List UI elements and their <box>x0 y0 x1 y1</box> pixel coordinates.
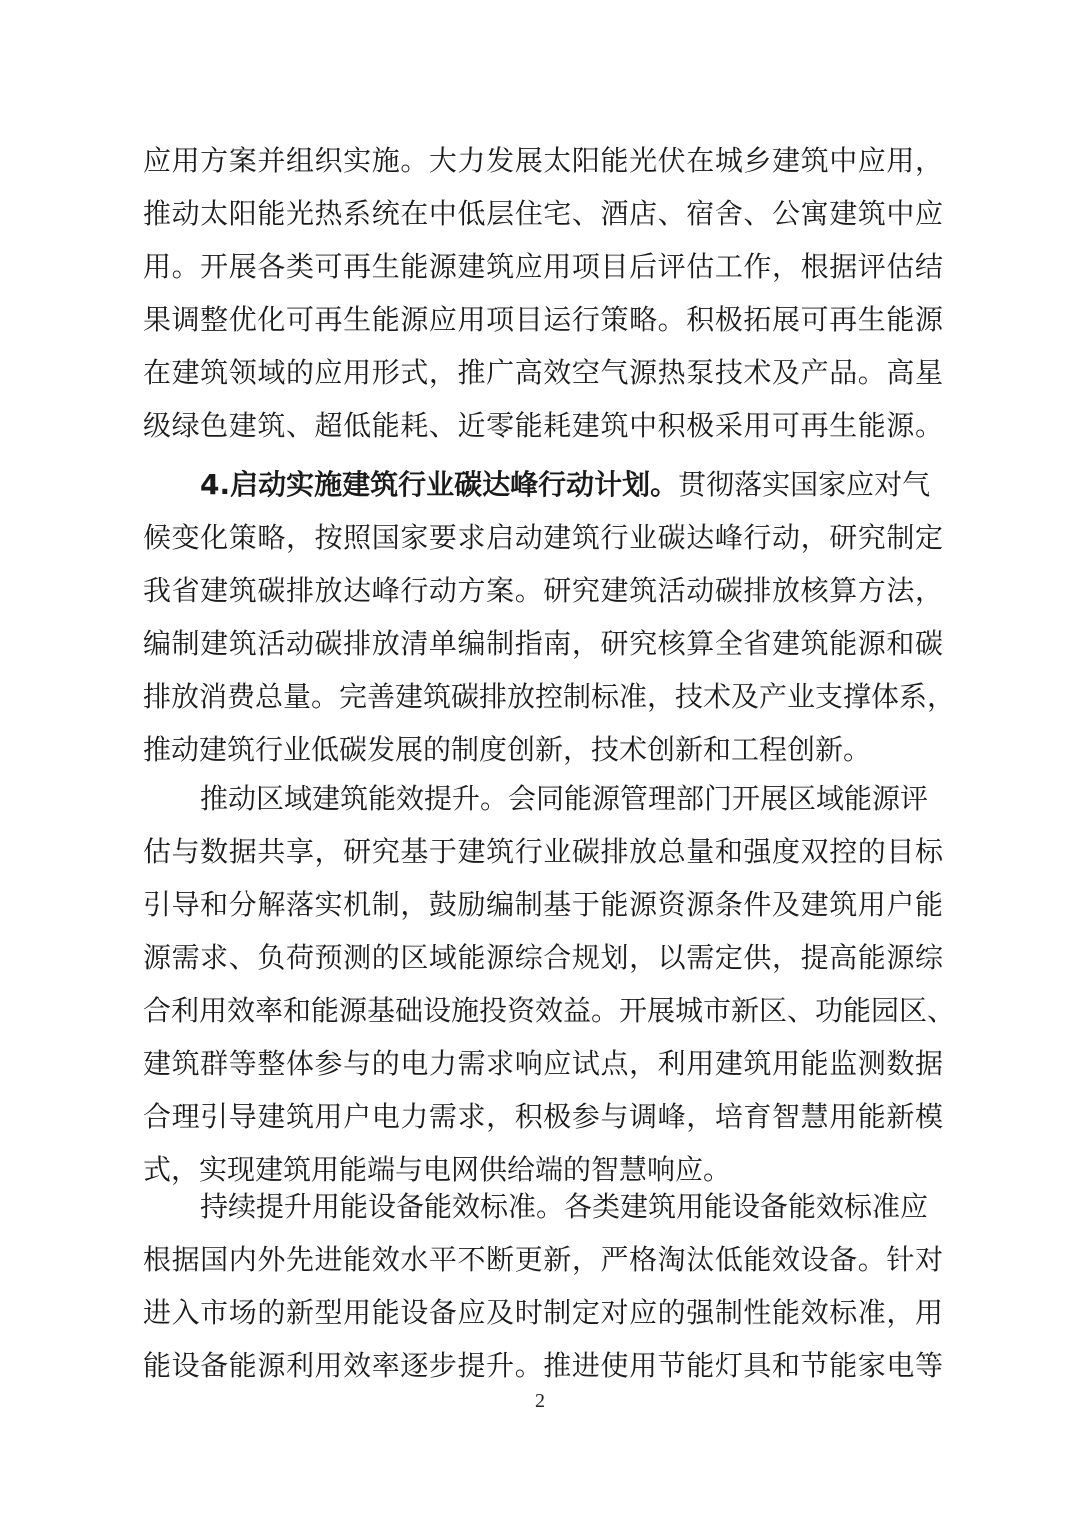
text-line: 建筑群等整体参与的电力需求响应试点，利用建筑用能监测数据 <box>143 1047 943 1080</box>
text-line: 合理引导建筑用户电力需求，积极参与调峰，培育智慧用能新模 <box>143 1100 943 1133</box>
text-line: 推动建筑行业低碳发展的制度创新，技术创新和工程创新。 <box>143 733 872 766</box>
text-line: 式，实现建筑用能端与电网供给端的智慧响应。 <box>143 1153 732 1186</box>
text-line <box>143 458 943 511</box>
paragraph-regional-efficiency <box>143 772 956 1196</box>
text-line: 用。开展各类可再生能源建筑应用项目后评估工作，根据评估结 <box>143 250 943 283</box>
text-line: 根据国内外先进能效水平不断更新，严格淘汰低能效设备。针对 <box>143 1243 943 1276</box>
text-line: 引导和分解落实机制，鼓励编制基于能源资源条件及建筑用户能 <box>143 888 943 921</box>
text-line: 推动区域建筑能效提升。会同能源管理部门开展区域能源评 <box>200 782 929 815</box>
text-line: 在建筑领域的应用形式，推广高效空气源热泵技术及产品。高星 <box>143 356 943 389</box>
paragraph-renewable-energy <box>143 134 943 452</box>
text-line: 编制建筑活动碳排放清单编制指南，研究核算全省建筑能源和碳 <box>143 627 943 660</box>
text-line: 果调整优化可再生能源应用项目运行策略。积极拓展可再生能源 <box>143 303 943 336</box>
text-line: 级绿色建筑、超低能耗、近零能耗建筑中积极采用可再生能源。 <box>143 409 943 442</box>
text-line: 合利用效率和能源基础设施投资效益。开展城市新区、功能园区、 <box>143 994 956 1027</box>
text-line: 能设备能源利用效率逐步提升。推进使用节能灯具和节能家电等 <box>143 1349 943 1382</box>
section-heading: 4.启动实施建筑行业碳达峰行动计划。 <box>200 468 679 501</box>
paragraph-equipment-standards <box>143 1180 943 1392</box>
text-line: 候变化策略，按照国家要求启动建筑行业碳达峰行动，研究制定 <box>143 521 943 554</box>
text-line: 排放消费总量。完善建筑碳排放控制标准，技术及产业支撑体系， <box>143 680 956 713</box>
text-line: 持续提升用能设备能效标准。各类建筑用能设备能效标准应 <box>200 1190 929 1223</box>
text-line: 源需求、负荷预测的区域能源综合规划，以需定供，提高能源综 <box>143 941 943 974</box>
text-line: 估与数据共享，研究基于建筑行业碳排放总量和强度双控的目标 <box>143 835 943 868</box>
paragraph-carbon-peak-plan <box>143 458 956 776</box>
text-line: 推动太阳能光热系统在中低层住宅、酒店、宿舍、公寓建筑中应 <box>143 197 943 230</box>
text-line: 我省建筑碳排放达峰行动方案。研究建筑活动碳排放核算方法， <box>143 574 943 607</box>
page-number: 2 <box>535 1390 545 1412</box>
text-line: 应用方案并组织实施。大力发展太阳能光伏在城乡建筑中应用， <box>143 144 943 177</box>
text-line: 进入市场的新型用能设备应及时制定对应的强制性能效标准，用 <box>143 1296 943 1329</box>
text-line-rest: 贯彻落实国家应对气 <box>678 468 931 501</box>
